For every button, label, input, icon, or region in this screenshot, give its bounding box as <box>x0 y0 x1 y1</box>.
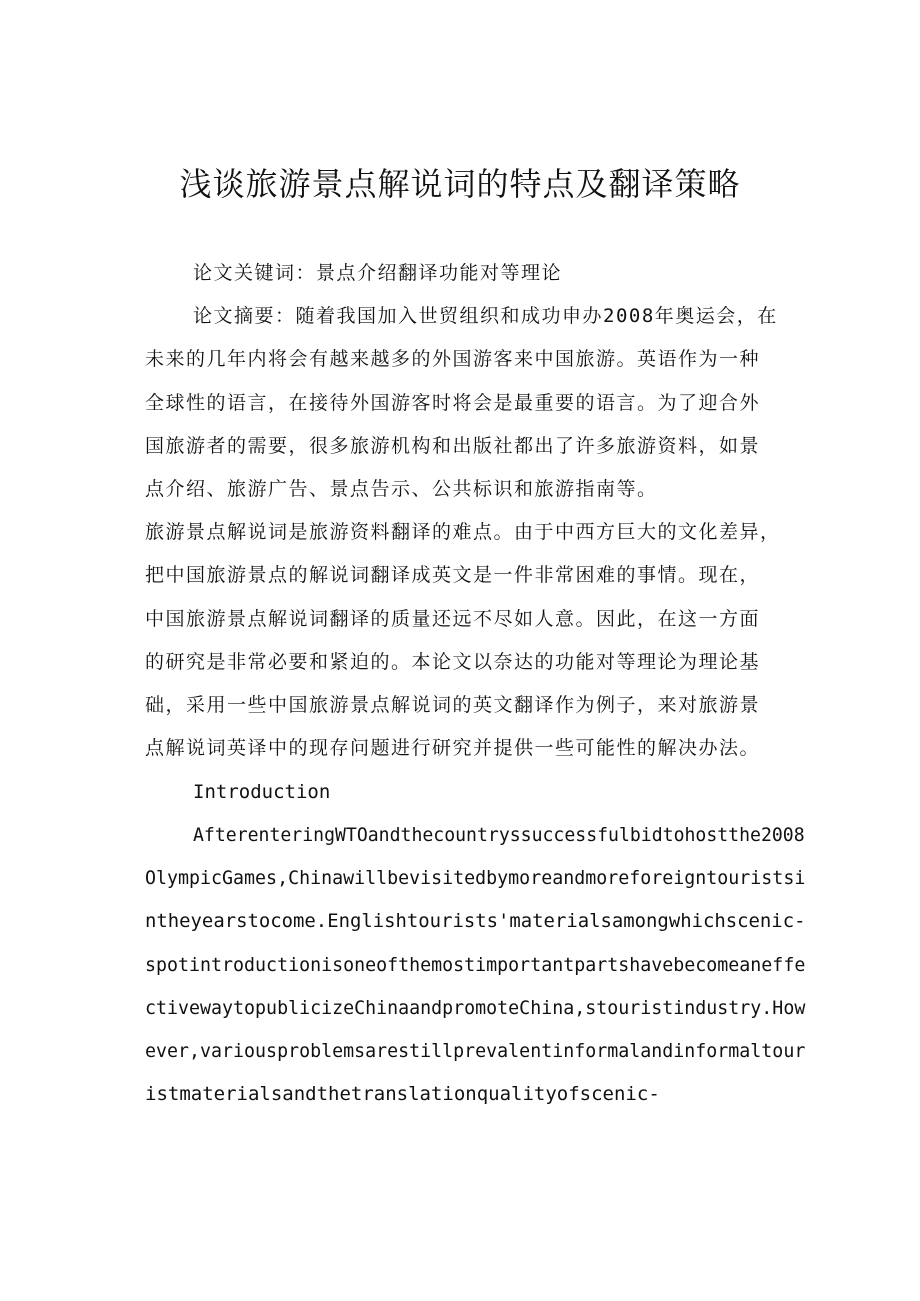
abstract-line: 点解说词英译中的现存问题进行研究并提供一些可能性的解决办法。 <box>145 737 761 759</box>
intro-line: OlympicGames,Chinawillbevisitedbymoreandmoreforeigntouristsi <box>145 867 806 889</box>
intro-line: ctivewaytopublicizeChinaandpromoteChina,stouristindustry.How <box>145 997 806 1019</box>
document-body <box>145 258 806 1105</box>
page-title: 浅谈旅游景点解说词的特点及翻译策略 <box>179 165 741 203</box>
abstract-line: 国旅游者的需要，很多旅游机构和出版社都出了许多旅游资料，如景 <box>145 435 761 457</box>
abstract-line: 把中国旅游景点的解说词翻译成英文是一件非常困难的事情。现在， <box>145 564 761 586</box>
abstract-line: 未来的几年内将会有越来越多的外国游客来中国旅游。英语作为一种 <box>145 348 761 370</box>
abstract-line: 旅游景点解说词是旅游资料翻译的难点。由于中西方巨大的文化差异， <box>145 521 781 543</box>
abstract-line: 全球性的语言，在接待外国游客时将会是最重要的语言。为了迎合外 <box>145 392 761 414</box>
intro-line: spotintroductionisoneofthemostimportantpartshavebecomeaneffe <box>145 954 806 976</box>
keywords-line: 论文关键词：景点介绍翻译功能对等理论 <box>193 262 563 284</box>
section-heading-introduction: Introduction <box>193 781 331 803</box>
abstract-line: 的研究是非常必要和紧迫的。本论文以奈达的功能对等理论为理论基 <box>145 651 761 673</box>
abstract-line: 点介绍、旅游广告、景点告示、公共标识和旅游指南等。 <box>145 478 658 500</box>
abstract-line: 础，采用一些中国旅游景点解说词的英文翻译作为例子，来对旅游景 <box>145 694 761 716</box>
intro-line: ever,variousproblemsarestillprevalentinformalandinformaltour <box>145 1040 806 1062</box>
intro-line: istmaterialsandthetranslationqualityofscenic- <box>145 1083 660 1105</box>
abstract-line: 中国旅游景点解说词翻译的质量还远不尽如人意。因此，在这一方面 <box>145 608 761 630</box>
intro-line: ntheyearstocome.Englishtourists'materialsamongwhichscenic- <box>145 910 806 932</box>
intro-line: AfterenteringWTOandthecountryssuccessfulbidtohostthe2008 <box>193 824 805 846</box>
abstract-line: 论文摘要：随着我国加入世贸组织和成功申办2008年奥运会，在 <box>193 305 778 327</box>
